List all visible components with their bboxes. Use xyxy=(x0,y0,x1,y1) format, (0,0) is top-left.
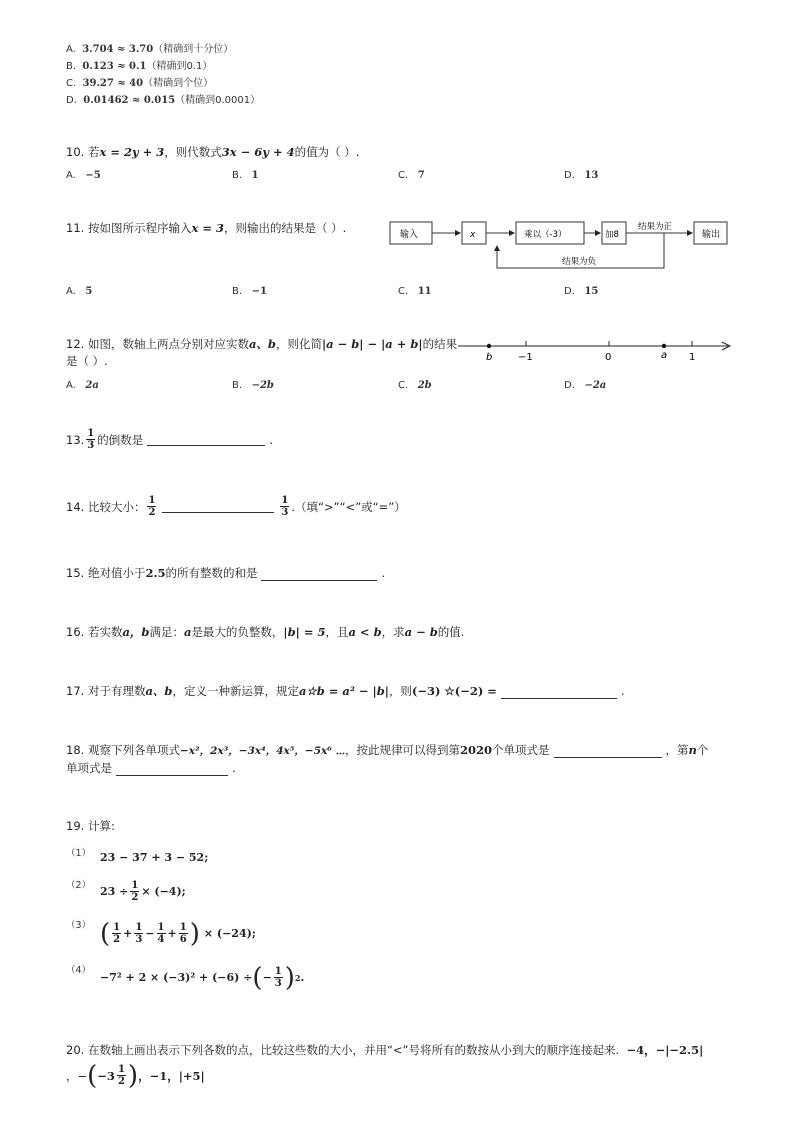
option-letter: A. xyxy=(66,286,76,297)
left-paren: ( xyxy=(252,962,263,993)
flow-x-label: x xyxy=(470,230,476,240)
text: 14. 比较大小： xyxy=(66,499,146,514)
math: |a − b| − |a + b| xyxy=(321,337,423,351)
math: 2020 xyxy=(459,743,492,757)
flow-positive-label: 结果为正 xyxy=(638,222,673,232)
numerator: 1 xyxy=(148,495,156,506)
math: |b| = 5 xyxy=(283,625,326,639)
q19-part4-label: （4） xyxy=(66,965,92,976)
denominator: 2 xyxy=(113,934,121,945)
option-expr: 0.123 ≈ 0.1 xyxy=(82,61,147,72)
option-note: （精确到个位） xyxy=(143,78,214,89)
text: 20. 在数轴上画出表示下列各数的点，比较这些数的大小，并用“<”号将所有的数按从小到大的顺序连接起来. xyxy=(66,1043,620,1057)
answer-blank[interactable] xyxy=(261,568,377,581)
option-note: （精确到十分位） xyxy=(153,44,234,55)
math: a − b xyxy=(404,625,438,639)
option-letter: D. xyxy=(564,286,575,297)
q20-stem-line2 xyxy=(66,1060,205,1091)
text: 个单项式是 xyxy=(492,743,550,757)
math: 3x − 6y + 4 xyxy=(221,145,295,159)
text: ，则化简 xyxy=(275,337,322,351)
q15-stem xyxy=(66,565,385,581)
math: × (−4); xyxy=(141,885,186,898)
label-zero: 0 xyxy=(605,352,612,363)
answer-blank[interactable] xyxy=(162,500,274,513)
math: a，b xyxy=(122,625,150,639)
q11-option-c xyxy=(398,286,432,297)
option-letter: A. xyxy=(66,380,76,391)
text: 17. 对于有理数 xyxy=(66,684,146,698)
text: 11. 按如图所示程序输入 xyxy=(66,221,192,235)
q16-stem xyxy=(66,624,464,640)
math: ，−1，|+5| xyxy=(138,1068,205,1083)
option-value: 13 xyxy=(584,170,599,181)
answer-blank[interactable] xyxy=(147,433,265,446)
option-expr: 39.27 ≈ 40 xyxy=(82,78,144,89)
q12-option-c xyxy=(398,380,432,391)
math: −3 xyxy=(97,1068,115,1083)
option-value: 15 xyxy=(584,286,599,297)
text: ，则代数式 xyxy=(164,145,222,159)
math: a、b xyxy=(248,337,276,351)
q9-option-b xyxy=(66,57,212,72)
text: 的所有整数的和是 xyxy=(165,566,258,580)
text: 的倒数是 xyxy=(97,432,144,447)
right-paren: ) xyxy=(284,962,295,993)
text: . xyxy=(381,566,386,580)
text: 的值为（ ）. xyxy=(294,145,360,159)
text: 16. 若实数 xyxy=(66,625,123,639)
numerator: 1 xyxy=(113,922,121,933)
numerator: 1 xyxy=(281,495,289,506)
q11-stem xyxy=(66,220,346,236)
math: n xyxy=(688,743,697,757)
option-letter: C. xyxy=(398,380,409,391)
text: ，求 xyxy=(381,625,405,639)
q11-flowchart xyxy=(386,214,731,276)
fraction xyxy=(274,966,283,989)
numerator: 1 xyxy=(131,880,139,891)
answer-blank[interactable] xyxy=(501,686,617,699)
math: 23 ÷ xyxy=(100,885,129,898)
q11-option-a xyxy=(66,286,92,297)
text: 满足： xyxy=(149,625,184,639)
q10-option-d xyxy=(564,170,598,181)
option-value: 2a xyxy=(85,380,99,391)
option-letter: C. xyxy=(398,170,409,181)
left-paren: ( xyxy=(87,1060,98,1091)
text: . xyxy=(620,684,625,698)
option-value: 7 xyxy=(417,170,425,181)
text: 10. 若 xyxy=(66,145,100,159)
math: a < b xyxy=(348,625,382,639)
text: 13. xyxy=(66,432,85,447)
option-letter: B. xyxy=(66,61,77,72)
option-letter: B. xyxy=(232,286,243,297)
math: a xyxy=(183,625,192,639)
flow-multiply-label: 乘以（-3） xyxy=(524,230,567,240)
q12-number-line xyxy=(456,336,736,366)
q18-stem-line1 xyxy=(66,742,708,758)
answer-blank[interactable] xyxy=(116,763,228,776)
q11-option-d xyxy=(564,286,598,297)
text: . xyxy=(269,432,273,447)
text: ，且 xyxy=(325,625,349,639)
option-value: −2a xyxy=(584,380,607,391)
option-letter: B. xyxy=(232,380,243,391)
option-note: （精确到0.0001） xyxy=(175,95,261,106)
text: ，则 xyxy=(388,684,412,698)
option-letter: D. xyxy=(564,170,575,181)
numerator: 1 xyxy=(179,922,187,933)
denominator: 3 xyxy=(281,507,289,518)
numerator: 1 xyxy=(157,922,165,933)
denominator: 3 xyxy=(274,978,282,989)
label-one: 1 xyxy=(689,352,696,363)
label-neg-one: −1 xyxy=(518,352,533,363)
option-letter: A. xyxy=(66,170,76,181)
left-paren: ( xyxy=(100,918,111,949)
text: ，则输出的结果是（ ）. xyxy=(223,221,347,235)
q20-stem-line1 xyxy=(66,1042,703,1058)
q10-option-b xyxy=(232,170,259,181)
option-value: 5 xyxy=(85,286,93,297)
math: × (−24); xyxy=(203,927,256,940)
fraction xyxy=(147,495,156,518)
text: 的值. xyxy=(437,625,465,639)
right-paren: ) xyxy=(127,1060,139,1091)
math: x = 2y + 3 xyxy=(99,145,165,159)
q10-option-c xyxy=(398,170,425,181)
q12-option-a xyxy=(66,380,99,391)
flow-output-label: 输出 xyxy=(702,230,721,240)
q19-part3-label: （3） xyxy=(66,920,92,931)
q19-part1-expr: 23 − 37 + 3 − 52; xyxy=(100,851,209,864)
numerator: 1 xyxy=(135,922,143,933)
option-letter: C. xyxy=(66,78,77,89)
q11-option-b xyxy=(232,286,267,297)
text: 18. 观察下列各单项式 xyxy=(66,743,180,757)
q9-option-c xyxy=(66,74,213,89)
fraction xyxy=(134,922,143,945)
option-note: （精确到0.1） xyxy=(146,61,213,72)
text: 单项式是 xyxy=(66,761,112,775)
q17-stem xyxy=(66,683,625,699)
q12-option-b xyxy=(232,380,274,391)
q10-stem xyxy=(66,144,359,160)
label-a: a xyxy=(661,350,668,361)
q19-part1-label: （1） xyxy=(66,848,92,859)
right-paren: ) xyxy=(189,918,200,949)
option-letter: D. xyxy=(564,380,575,391)
q19-part4-expr: −7² + 2 × (−3)² + (−6) ÷ ( − $\frac{1}{3}$ ) 2 . xyxy=(100,962,305,993)
q18-stem-line2 xyxy=(66,760,236,776)
text: 个 xyxy=(696,743,709,757)
point-a xyxy=(662,344,666,348)
text: 的结果 xyxy=(422,337,458,351)
numerator: 1 xyxy=(87,428,95,439)
math: −x²，2x³，−3x⁴，4x⁵，−5x⁶ ⋯ xyxy=(179,745,345,757)
q9-option-d xyxy=(66,91,260,106)
option-letter: C. xyxy=(398,286,409,297)
q14-stem xyxy=(66,495,406,518)
q13-stem xyxy=(66,428,273,451)
denominator: 4 xyxy=(157,934,165,945)
math: x = 3 xyxy=(191,221,224,235)
math: a☆b = a² − |b| xyxy=(298,684,389,698)
option-letter: B. xyxy=(232,170,243,181)
option-expr: 0.01462 ≈ 0.015 xyxy=(83,95,176,106)
denominator: 3 xyxy=(87,440,95,451)
option-value: 11 xyxy=(417,286,432,297)
flow-negative-label: 结果为负 xyxy=(562,257,597,267)
fraction xyxy=(179,922,188,945)
option-value: −5 xyxy=(85,170,101,181)
text: 是最大的负整数， xyxy=(191,625,284,639)
fraction xyxy=(112,922,121,945)
denominator: 2 xyxy=(131,892,139,903)
point-b xyxy=(487,344,491,348)
text: 15. 绝对值小于 xyxy=(66,566,146,580)
text: ，按此规律可以得到第 xyxy=(344,743,460,757)
option-expr: 3.704 ≈ 3.70 xyxy=(82,44,154,55)
option-value: 2b xyxy=(417,380,432,391)
q19-part3-expr: ( $\frac{1}{2}$ + $\frac{1}{3}$ − $\frac{1}{4}$ + $\frac{1}{6}$ ) × (−24); xyxy=(100,918,256,949)
denominator: 2 xyxy=(117,1076,125,1087)
math: (−3) ☆(−2) = xyxy=(411,684,497,698)
numerator: 1 xyxy=(117,1064,125,1075)
text: .（填“>”“<”或“=”） xyxy=(291,499,406,514)
flow-add-label: 加8 xyxy=(605,230,619,240)
denominator: 6 xyxy=(179,934,187,945)
option-value: 1 xyxy=(251,170,259,181)
math: 2.5 xyxy=(145,566,166,580)
math: −7² + 2 × (−3)² + (−6) ÷ xyxy=(100,971,253,984)
option-value: −2b xyxy=(251,380,274,391)
q19-part2-label: （2） xyxy=(66,880,92,891)
text: 12. 如图，数轴上两点分别对应实数 xyxy=(66,337,249,351)
option-letter: D. xyxy=(66,95,77,106)
label-b: b xyxy=(486,352,493,363)
fraction xyxy=(130,880,139,903)
math: . xyxy=(300,971,305,984)
q12-option-d xyxy=(564,380,606,391)
q12-stem-line2: 是（ ）. xyxy=(66,354,108,368)
text: ，定义一种新运算，规定 xyxy=(172,684,299,698)
q12-stem-line1 xyxy=(66,336,457,352)
q19-part2-expr xyxy=(100,880,186,903)
q10-option-a xyxy=(66,170,101,181)
q9-option-a xyxy=(66,40,233,55)
text: . xyxy=(232,761,236,775)
option-letter: A. xyxy=(66,44,76,55)
fraction xyxy=(117,1064,126,1087)
denominator: 3 xyxy=(135,934,143,945)
math: a、b xyxy=(145,684,173,698)
text: ，− xyxy=(66,1068,88,1083)
q19-title: 19. 计算: xyxy=(66,819,115,833)
denominator: 2 xyxy=(148,507,156,518)
flow-input-label: 输入 xyxy=(400,230,419,240)
numerator: 1 xyxy=(274,966,282,977)
answer-blank[interactable] xyxy=(554,745,662,758)
option-value: −1 xyxy=(251,286,267,297)
fraction xyxy=(86,428,95,451)
text: ，第 xyxy=(665,743,689,757)
fraction xyxy=(280,495,289,518)
fraction xyxy=(157,922,166,945)
math: −4，−|−2.5| xyxy=(626,1043,704,1057)
